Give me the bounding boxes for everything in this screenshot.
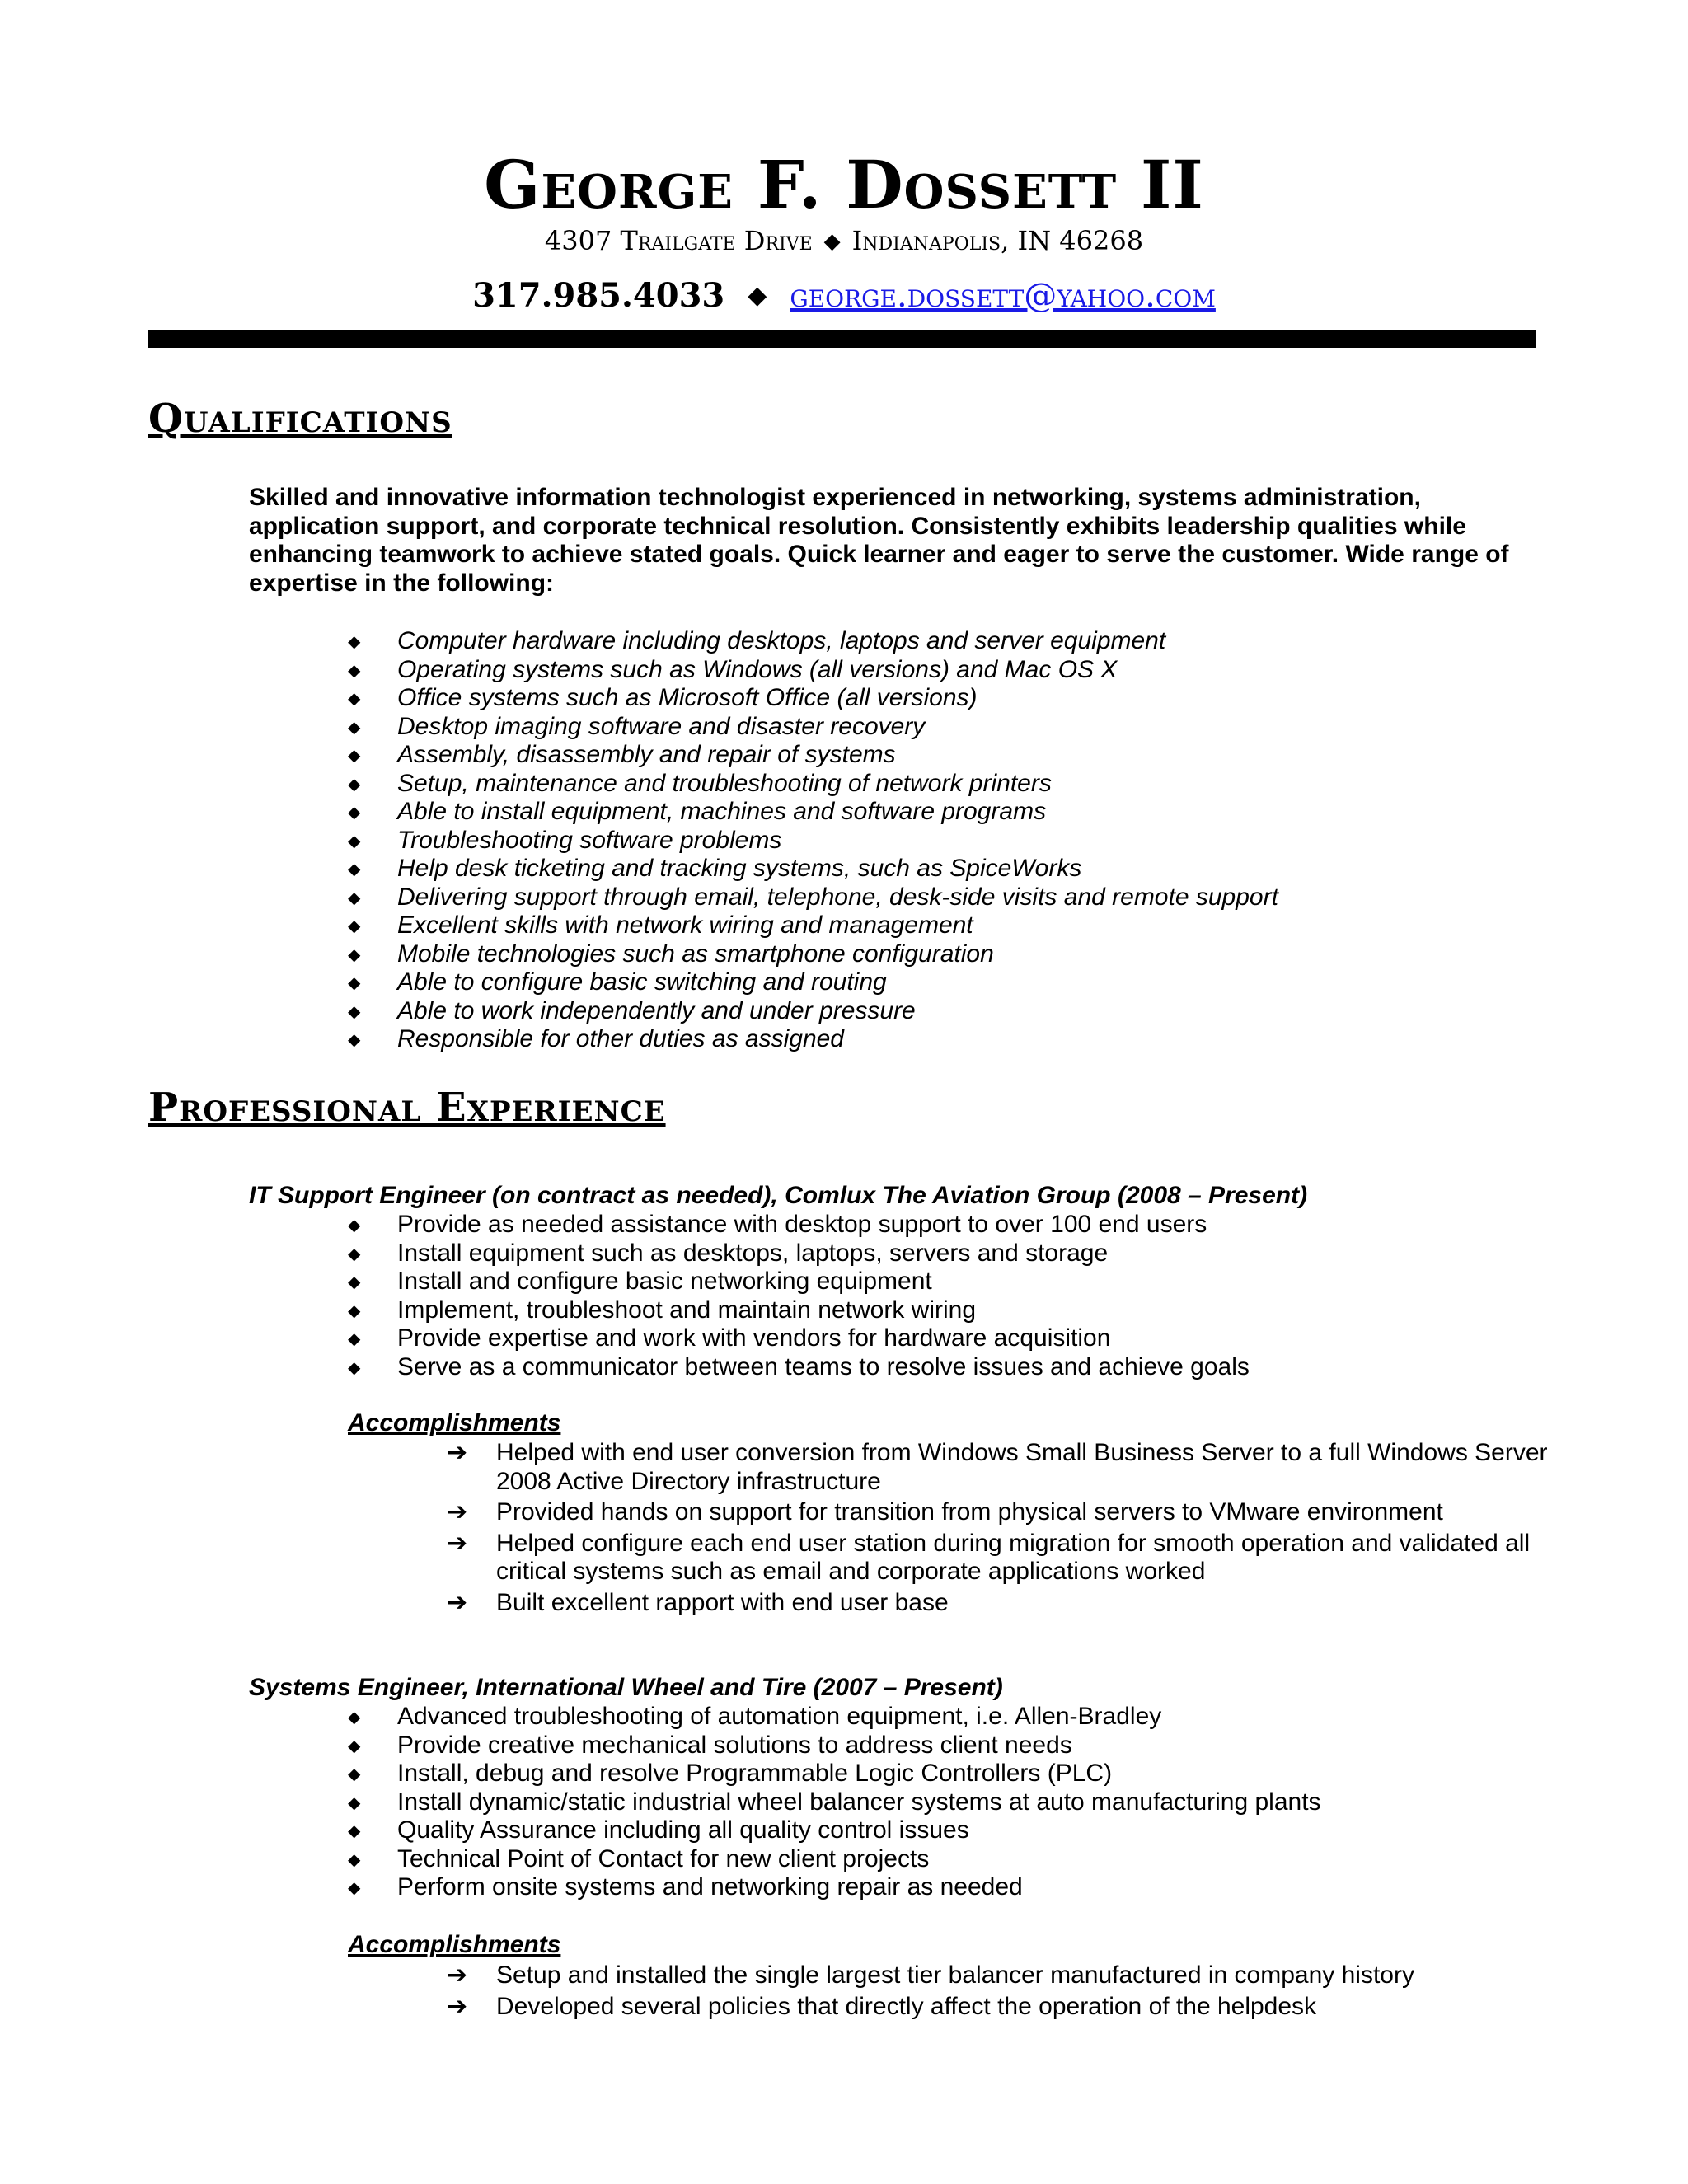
- diamond-bullet-icon: ◆: [348, 1215, 361, 1235]
- arrow-bullet-icon: ➔: [447, 1961, 468, 1990]
- address-line: [0, 223, 1688, 261]
- qualifications-summary: Skilled and innovative information technologist experienced in networking, systems administration, application support, and corporate technical resolution. Consistently exhibits leadership qualities while enhancing teamwork to achieve stated goals. Quick learner and eager to serve the customer. Wide range of expertise in the following:: [249, 484, 1509, 597]
- list-item: ◆ Delivering support through email, telephone, desk-side visits and remote support: [348, 883, 1278, 911]
- diamond-separator-icon: ◆: [823, 229, 841, 254]
- list-item: ◆ Install dynamic/static industrial wheel balancer systems at auto manufacturing plants: [348, 1788, 1321, 1816]
- resume-header: [0, 147, 1688, 322]
- accomplishments-list: [447, 1961, 1551, 2023]
- city-state-zip: Indianapolis, IN 46268: [851, 225, 1144, 256]
- list-item: ◆ Serve as a communicator between teams to resolve issues and achieve goals: [348, 1352, 1250, 1380]
- diamond-bullet-icon: ◆: [348, 916, 361, 935]
- job-title: Systems Engineer, International Wheel and Tire (2007 – Present): [249, 1674, 1003, 1701]
- diamond-bullet-icon: ◆: [348, 773, 361, 794]
- list-item: ◆ Provide as needed assistance with desktop support to over 100 end users: [348, 1211, 1207, 1238]
- arrow-bullet-icon: ➔: [447, 1497, 468, 1526]
- diamond-bullet-icon: ◆: [348, 659, 361, 680]
- list-item: ◆ Operating systems such as Windows (all versions) and Mac OS X: [348, 655, 1118, 683]
- list-item: ◆ Assembly, disassembly and repair of systems: [348, 741, 896, 768]
- list-item: ➔ Helped configure each end user station during migration for smooth operation and validated all critical systems such as email and corporate applications worked: [447, 1528, 1531, 1585]
- diamond-bullet-icon: ◆: [348, 745, 361, 765]
- list-item: ◆ Provide creative mechanical solutions to address client needs: [348, 1731, 1072, 1759]
- list-item: ◆ Help desk ticketing and tracking systems, such as SpiceWorks: [348, 855, 1082, 882]
- list-item: ◆ Setup, maintenance and troubleshooting of network printers: [348, 769, 1052, 797]
- list-item: ◆ Able to work independently and under pressure: [348, 996, 916, 1024]
- diamond-bullet-icon: ◆: [348, 1300, 361, 1320]
- list-item: ◆ Technical Point of Contact for new client projects: [348, 1844, 930, 1872]
- list-item: ➔ Built excellent rapport with end user base: [447, 1587, 949, 1617]
- arrow-bullet-icon: ➔: [447, 1587, 468, 1617]
- list-item: ◆ Desktop imaging software and disaster recovery: [348, 712, 926, 740]
- job-duties-list: [348, 1211, 1250, 1381]
- experience-heading: Professional Experience: [148, 1085, 666, 1131]
- diamond-bullet-icon: ◆: [348, 1764, 361, 1783]
- diamond-bullet-icon: ◆: [348, 802, 361, 822]
- diamond-bullet-icon: ◆: [348, 1357, 361, 1377]
- arrow-bullet-icon: ➔: [447, 1528, 468, 1558]
- list-item: ➔ Setup and installed the single largest tier balancer manufactured in company history: [447, 1961, 1414, 1990]
- list-item: ◆ Able to install equipment, machines and software programs: [348, 798, 1047, 825]
- list-item: ◆ Quality Assurance including all quality control issues: [348, 1816, 969, 1844]
- diamond-bullet-icon: ◆: [348, 1001, 361, 1021]
- street-address: 4307 Trailgate Drive: [544, 225, 813, 256]
- diamond-bullet-icon: ◆: [348, 1792, 361, 1812]
- diamond-bullet-icon: ◆: [348, 688, 361, 708]
- diamond-bullet-icon: ◆: [348, 1329, 361, 1348]
- list-item: ➔ Helped with end user conversion from Windows Small Business Server to a full Windows Server 2008 Active Directory infrastructure: [447, 1438, 1548, 1495]
- accomplishments-heading: Accomplishments: [348, 1931, 561, 1958]
- accomplishments-heading: Accomplishments: [348, 1409, 561, 1436]
- list-item: ◆ Perform onsite systems and networking repair as needed: [348, 1873, 1023, 1900]
- diamond-bullet-icon: ◆: [348, 1272, 361, 1291]
- arrow-bullet-icon: ➔: [447, 1438, 468, 1467]
- candidate-name: George F. Dossett II: [484, 146, 1204, 223]
- diamond-bullet-icon: ◆: [348, 1735, 361, 1755]
- diamond-bullet-icon: ◆: [348, 972, 361, 992]
- accomplishments-list: [447, 1439, 1551, 1619]
- email-link[interactable]: george.dossett@yahoo.com: [790, 277, 1216, 315]
- job-duties-list: [348, 1703, 1321, 1902]
- list-item: ◆ Install, debug and resolve Programmable Logic Controllers (PLC): [348, 1760, 1113, 1787]
- list-item: ➔ Developed several policies that directly affect the operation of the helpdesk: [447, 1991, 1317, 2021]
- list-item: ◆ Mobile technologies such as smartphone configuration: [348, 940, 994, 968]
- list-item: ◆ Install equipment such as desktops, laptops, servers and storage: [348, 1239, 1109, 1267]
- list-item: ◆ Provide expertise and work with vendors for hardware acquisition: [348, 1324, 1111, 1352]
- arrow-bullet-icon: ➔: [447, 1991, 468, 2021]
- list-item: ◆ Computer hardware including desktops, laptops and server equipment: [348, 627, 1166, 654]
- diamond-bullet-icon: ◆: [348, 830, 361, 851]
- diamond-bullet-icon: ◆: [348, 1821, 361, 1840]
- header-divider: [148, 330, 1536, 348]
- diamond-bullet-icon: ◆: [348, 859, 361, 879]
- diamond-bullet-icon: ◆: [348, 1707, 361, 1727]
- list-item: ◆ Implement, troubleshoot and maintain network wiring: [348, 1296, 977, 1324]
- diamond-bullet-icon: ◆: [348, 944, 361, 964]
- diamond-bullet-icon: ◆: [348, 887, 361, 907]
- diamond-bullet-icon: ◆: [348, 1849, 361, 1869]
- list-item: ◆ Able to configure basic switching and routing: [348, 968, 887, 996]
- list-item: ◆ Responsible for other duties as assigned: [348, 1025, 844, 1052]
- list-item: ◆ Excellent skills with network wiring and management: [348, 912, 973, 939]
- list-item: ◆ Troubleshooting software problems: [348, 826, 782, 854]
- phone-number: 317.985.4033: [472, 276, 725, 315]
- diamond-bullet-icon: ◆: [348, 631, 361, 651]
- diamond-bullet-icon: ◆: [348, 716, 361, 737]
- diamond-bullet-icon: ◆: [348, 1029, 361, 1049]
- list-item: ◆ Advanced troubleshooting of automation equipment, i.e. Allen-Bradley: [348, 1703, 1162, 1730]
- job-title: IT Support Engineer (on contract as needed), Comlux The Aviation Group (2008 – Present): [249, 1182, 1308, 1209]
- diamond-separator-icon: ◆: [748, 281, 767, 310]
- qualifications-heading: Qualifications: [148, 396, 452, 442]
- qualifications-list: [348, 627, 1278, 1054]
- diamond-bullet-icon: ◆: [348, 1877, 361, 1897]
- diamond-bullet-icon: ◆: [348, 1243, 361, 1263]
- contact-line: [0, 273, 1688, 322]
- list-item: ◆ Office systems such as Microsoft Office (all versions): [348, 684, 978, 711]
- list-item: ◆ Install and configure basic networking equipment: [348, 1268, 932, 1295]
- list-item: ➔ Provided hands on support for transition from physical servers to VMware environment: [447, 1497, 1443, 1526]
